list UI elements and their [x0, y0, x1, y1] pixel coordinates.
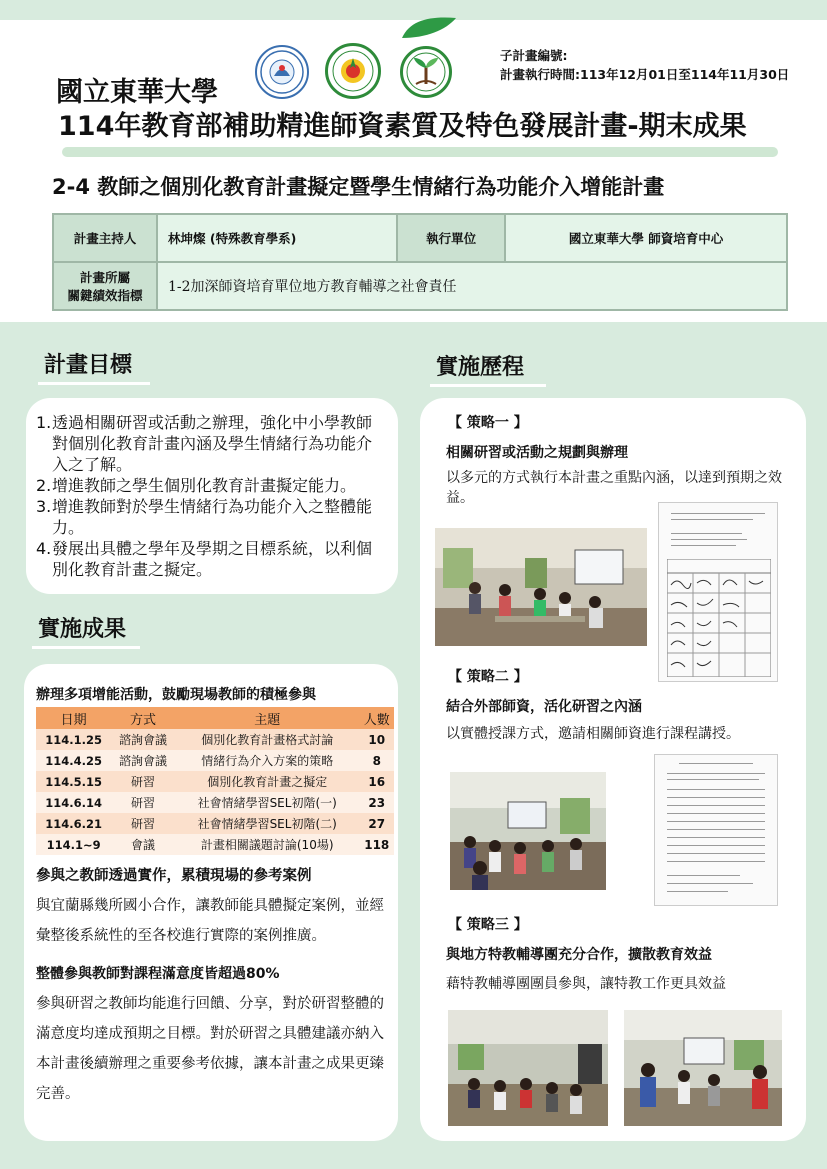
col-topic: 主題	[175, 707, 360, 729]
results-paragraph-1	[36, 861, 386, 951]
strategy-1-desc: 以多元的方式執行本計畫之重點內涵，以達到預期之效益。	[446, 470, 782, 506]
goal-item: 4. 發展出具體之學年及學期之目標系統，以利個別化教育計畫之擬定。	[36, 539, 373, 579]
implementation-heading-underline	[430, 384, 546, 387]
table-row: 114.4.25 諮詢會議 情緒行為介入方案的策略 8	[36, 750, 394, 771]
col-date: 日期	[36, 707, 111, 729]
strategy-3-label: 【 策略三 】	[448, 917, 528, 933]
goal-item: 2. 增進教師之學生個別化教育計畫擬定能力。	[36, 476, 357, 495]
strategy-3-title: 與地方特教輔導團充分合作，擴散教育效益	[446, 947, 712, 963]
leaf-icon	[400, 14, 458, 40]
goal-item: 3. 增進教師對於學生情緒行為功能介入之整體能力。	[36, 497, 373, 537]
table-row: 114.6.21 研習 社會情緒學習SEL初階(二) 27	[36, 813, 394, 834]
sub-project-number: 子計畫編號:	[500, 48, 568, 63]
table-row: 114.1.25 諮詢會議 個別化教育計畫格式討論 10	[36, 729, 394, 750]
satisfaction-text: 參與研習之教師均能進行回饋、分享，對於研習整體的滿意度均達成預期之目標。對於研習之具體建議亦納入本計畫後續辦理之重要參考依據，讓本計畫之成果更臻完善。	[36, 996, 384, 1102]
page-title: 114年教育部補助精進師資素質及特色發展計畫-期末成果	[58, 111, 747, 142]
activities-table	[36, 707, 394, 855]
results-paragraph-1-body: 與宜蘭縣幾所國小合作，讓教師能具體擬定案例，並經彙整後系統性的至各校進行實際的案例推廣。	[36, 898, 384, 944]
strategy-2-desc: 以實體授課方式，邀請相關師資進行課程講授。	[446, 726, 740, 742]
ministry-of-education-logo	[255, 45, 309, 99]
header-panel	[0, 0, 827, 322]
results-heading: 實施成果	[38, 617, 127, 642]
kpi-label-line2: 關鍵績效指標	[67, 288, 143, 303]
workshop-photo-1	[435, 528, 647, 646]
results-heading-underline	[32, 646, 140, 649]
host-value: 林坤燦 (特殊教育學系)	[157, 214, 397, 262]
goal-item: 1. 透過相關研習或活動之辦理，強化中小學教師對個別化教育計畫內涵及學生情緒行為功能介入之了解。	[36, 413, 373, 474]
implementation-card	[420, 398, 806, 1141]
feedback-form-image	[654, 754, 778, 906]
project-info-table	[52, 213, 788, 311]
table-row: 114.6.14 研習 社會情緒學習SEL初階(一) 23	[36, 792, 394, 813]
table-row: 114.5.15 研習 個別化教育計畫之擬定 16	[36, 771, 394, 792]
workshop-photo-4	[624, 1010, 782, 1126]
goals-heading: 計畫目標	[44, 353, 133, 378]
col-method: 方式	[111, 707, 175, 729]
host-label: 計畫主持人	[53, 214, 157, 262]
project-subtitle: 2-4 教師之個別化教育計畫擬定暨學生情緒行為功能介入增能計畫	[52, 175, 665, 199]
unit-value: 國立東華大學 師資培育中心	[505, 214, 787, 262]
col-count: 人數	[360, 707, 395, 729]
strategy-2-title: 結合外部師資，活化研習之內涵	[446, 699, 642, 715]
kpi-label	[53, 262, 157, 310]
goals-card	[26, 398, 398, 594]
university-name: 國立東華大學	[56, 77, 218, 108]
execution-period: 計畫執行時間:113年12月01日至114年11月30日	[500, 67, 790, 82]
unit-label: 執行單位	[397, 214, 505, 262]
satisfaction-heading: 整體參與教師對課程滿意度皆超過80%	[36, 966, 280, 982]
kpi-label-line1: 計畫所屬	[79, 270, 130, 285]
strategy-1-label: 【 策略一 】	[448, 415, 528, 431]
strategy-2-label: 【 策略二 】	[448, 669, 528, 685]
project-meta	[500, 46, 789, 84]
teacher-education-center-logo	[400, 46, 452, 98]
title-divider	[62, 147, 778, 157]
table-row: 114.1~9 會議 計畫相關議題討論(10場) 118	[36, 834, 394, 855]
goals-list	[36, 412, 386, 580]
sign-in-sheet-image	[658, 502, 778, 682]
results-paragraph-1-lead: 參與之教師透過實作，累積現場的參考案例	[36, 868, 312, 884]
kpi-value: 1-2加深師資培育單位地方教育輔導之社會責任	[157, 262, 787, 310]
university-logo	[325, 43, 381, 99]
strategy-1-title: 相關研習或活動之規劃與辦理	[446, 445, 628, 461]
activities-title: 辦理多項增能活動，鼓勵現場教師的積極參與	[36, 687, 316, 703]
results-card	[24, 664, 398, 1141]
strategy-3-desc: 藉特教輔導團團員參與，讓特教工作更具效益	[446, 976, 726, 992]
goals-heading-underline	[38, 382, 150, 385]
implementation-heading: 實施歷程	[436, 355, 525, 380]
workshop-photo-2	[450, 772, 606, 890]
workshop-photo-3	[448, 1010, 608, 1126]
